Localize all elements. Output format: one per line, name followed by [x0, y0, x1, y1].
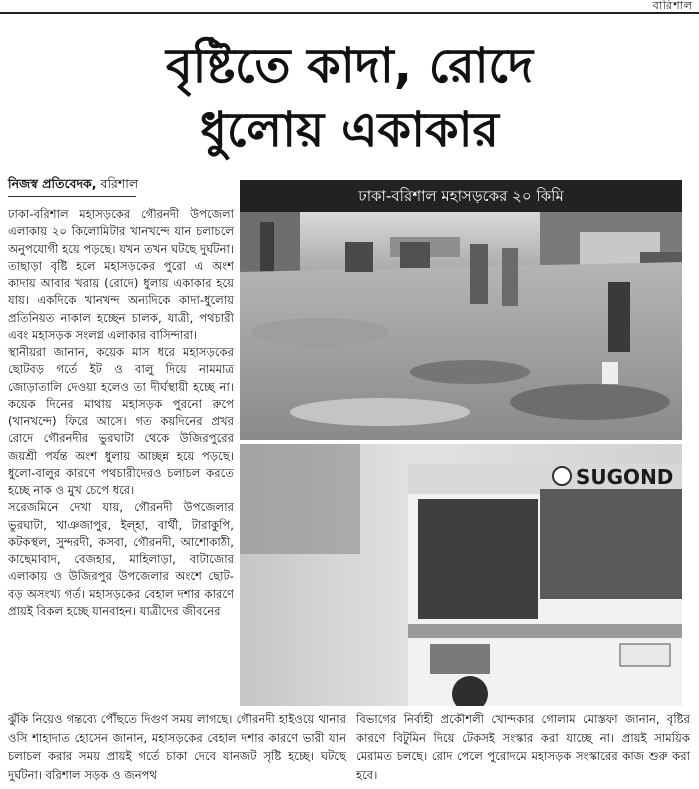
article-column-bottom-left	[8, 710, 346, 784]
byline-reporter: নিজস্ব প্রতিবেদক,	[8, 176, 97, 191]
page-folio: বারিশাল	[652, 0, 693, 12]
byline	[8, 176, 138, 196]
road-photo	[240, 212, 682, 440]
article-paragraph-4: ঝুঁকি নিয়েও গন্তব্যে পৌঁছতে দিগুণ সময় লাগছে। গৌরনদী হাইওয়ে থানার ওসি শাহাদাত হোসেন জানান, মহাসড়কের বেহাল দশার কারণে ভারী যান চলাচল করার সময় প্রায়ই গর্তে চাকা দেবে যানজট সৃষ্টি হচ্ছে। ঘটছে দুর্ঘটনা। বরিশাল সড়ক ও জনপথ	[8, 712, 346, 782]
headline-line-2: ধুলোয় একাকার	[200, 102, 499, 158]
headline-line-1: বৃষ্টিতে কাদা, রোদে	[165, 38, 534, 94]
photo-banner: ঢাকা-বরিশাল মহাসড়কের ২০ কিমি	[240, 180, 682, 212]
article-column-left	[8, 206, 234, 620]
article-column-bottom-right	[356, 710, 690, 784]
byline-location: বরিশাল	[100, 176, 139, 191]
bus-photo	[240, 444, 682, 706]
bus-destination-sign: SUGOND	[576, 465, 674, 489]
article-paragraph-5: বিভাগের নির্বাহী প্রকৌশলী খোন্দকার গোলাম মোস্তফা জানান, বৃষ্টির কারণে বিটুমিন দিয়ে টেকসই সংস্কার করা যাচ্ছে না। প্রায়ই সাময়িক মেরামত চলছে। রোদ পেলে পুরোদমে মহাসড়ক সংস্কারের কাজ শুরু করা হবে।	[356, 712, 690, 782]
article-paragraph-2: স্থানীয়রা জানান, কয়েক মাস ধরে মহাসড়কের ছোটবড় গর্তে ইট ও বালু দিয়ে নামমাত্র জোড়াতালি দেওয়া হলেও তা দীর্ঘস্থায়ী হচ্ছে না। কয়েক দিনের মাথায় মহাসড়ক পুরনো রুপে (খানখন্দে) ফিরে আসে। গত কয়দিনের প্রখর রোদে গৌরনদীর ভুরঘাটা থেকে উজিরপুরের জয়শ্রী পর্যন্ত অংশ ধুলায় আচ্ছন্ন হয়ে পড়ছে। ধুলো-বালুর কারণে পথচারীদেরও চলাচল করতে হচ্ছে নাক ও মুখ চেপে ধরে।	[8, 345, 234, 497]
article-paragraph-1: ঢাকা-বরিশাল মহাসড়কের গৌরনদী উপজেলা এলাকায় ২০ কিলোমিটার খানখন্দে যান চলাচলে অনুপযোগী হয়ে পড়ছে। যখন তখন ঘটছে দুর্ঘটনা। তাছাড়া বৃষ্টি হলে মহাসড়কের পুরো এ অংশ কাদায় আবার খরায় (রোদে) ধুলায় একাকার হয়ে যায়। একদিকে খানখন্দ অন্যদিকে কাদা-ধুলোয় প্রতিনিয়ত নাকাল হচ্ছেন চালক, যাত্রী, পথচারী এবং মহাসড়ক সংলগ্ন এলাকার বাসিন্দারা।	[8, 207, 234, 342]
bus-photo-image	[240, 444, 682, 706]
headline	[0, 34, 699, 162]
road-photo-image	[240, 212, 682, 440]
header-rule	[0, 12, 699, 14]
byline-underline	[8, 196, 136, 197]
page-header-strip	[0, 0, 699, 16]
article-paragraph-3: সরেজমিনে দেখা যায়, গৌরনদী উপজেলার ভুরঘাটা, খাঞজাপুর, ইল্হা, বার্থী, টারাকুপি, কটকস্থল, সুন্দরদী, কসবা, গৌরনদী, আশোকাঠী, কাছেমাবাদ, বেজহার, মাহিলাড়া, বাটাজোর এলাকায় ও উজিরপুর উপজেলার অংশে ছোট-বড় অসংখ্য গর্ত। মহাসড়কের বেহাল দশার কারণে প্রায়ই বিকল হচ্ছে যানবাহন। যাত্রীদের জীবনের	[8, 500, 234, 618]
